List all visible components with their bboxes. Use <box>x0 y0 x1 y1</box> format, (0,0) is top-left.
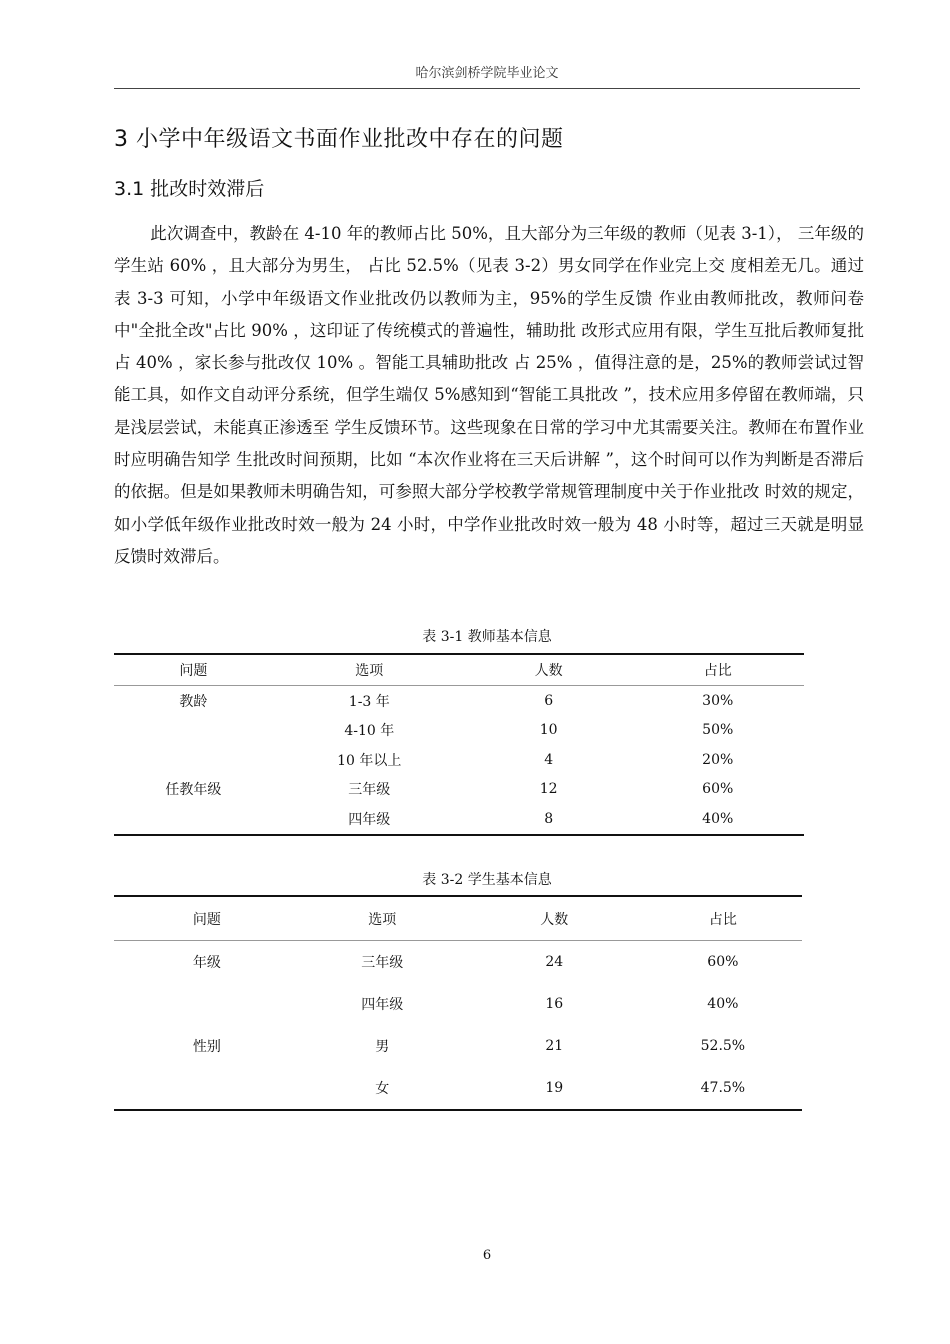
page-number: 6 <box>482 1248 492 1263</box>
table-row <box>114 775 804 805</box>
table-header-row <box>114 654 804 686</box>
table-cell: 60% <box>707 954 739 970</box>
section-title: 3.1 批改时效滞后 <box>114 178 265 200</box>
table-cell: 20% <box>702 751 734 768</box>
table-cell: 三年级 <box>348 782 391 799</box>
table-cell: 四年级 <box>348 811 391 828</box>
table-cell: 40% <box>707 996 739 1012</box>
table-cell: 男 <box>375 1039 390 1055</box>
table-cell: 三年级 <box>361 955 404 971</box>
col-header: 占比 <box>644 896 802 941</box>
table-cell: 年级 <box>192 955 221 971</box>
table-cell: 性别 <box>192 1039 221 1055</box>
table-cell <box>114 983 300 1025</box>
table-cell: 50% <box>702 722 734 739</box>
table-cell: 24 <box>545 954 564 970</box>
table1-caption: 表 3-1 教师基本信息 <box>422 629 552 645</box>
col-header: 人数 <box>466 654 632 686</box>
table-cell <box>114 745 273 775</box>
table2-caption: 表 3-2 学生基本信息 <box>422 872 552 888</box>
table-cell: 16 <box>545 996 564 1012</box>
table-cell: 47.5% <box>700 1080 746 1096</box>
student-info-table <box>114 895 802 1111</box>
table-cell: 52.5% <box>700 1038 746 1054</box>
table-cell: 四年级 <box>361 997 404 1013</box>
table-row <box>114 1067 802 1110</box>
table-cell: 40% <box>702 810 734 827</box>
table-cell: 任教年级 <box>165 782 222 799</box>
table-cell: 女 <box>375 1081 390 1097</box>
table-cell: 教龄 <box>179 693 208 710</box>
table-cell <box>114 1067 300 1110</box>
col-header: 问题 <box>114 896 300 941</box>
table-cell: 1-3 年 <box>348 693 390 710</box>
body-paragraph: 此次调查中，教龄在 4-10 年的教师占比 50%，且大部分为三年级的教师（见表 3-1）， 三年级的学生站 60% ，且大部分为男生， 占比 52.5%（见表 3-2）男女同学在作业完上交 度相差无几。通过表 3-3 可知，小学中年级语文作业批改仍以教师为主，95%的学生反馈 作业由教师批改，教师问卷中"全批全改"占比 90% ，这印证了传统模式的普遍性，辅助批 改形式应用有限，学生互批后教师复批占 40% ，家长参与批改仅 10% 。智能工具辅助批改 占 25% ，值得注意的是，25%的教师尝试过智能工具，如作文自动评分系统，但学生端仅 5%感知到“智能工具批改 ”，技术应用多停留在教师端，只是浅层尝试，未能真正渗透至 学生反馈环节。这些现象在日常的学习中尤其需要关注。教师在布置作业时应明确告知学 生批改时间预期，比如 “本次作业将在三天后讲解 ”，这个时间可以作为判断是否滞后 的依据。但是如果教师未明确告知，可参照大部分学校教学常规管理制度中关于作业批改 时效的规定，如小学低年级作业批改时效一般为 24 小时，中学作业批改时效一般为 48 小时等，超过三天就是明显反馈时效滞后。 <box>114 224 864 566</box>
table-cell <box>114 804 273 835</box>
col-header: 问题 <box>114 654 273 686</box>
table-cell: 12 <box>539 781 558 798</box>
table-cell: 4 <box>544 751 554 768</box>
col-header: 人数 <box>465 896 644 941</box>
teacher-info-table <box>114 653 804 836</box>
table-cell: 4-10 年 <box>344 723 395 740</box>
table-row <box>114 983 802 1025</box>
table-row <box>114 745 804 775</box>
table-cell: 10 年以上 <box>337 752 402 769</box>
header-rule <box>114 88 860 89</box>
table-row <box>114 716 804 746</box>
table-row <box>114 1025 802 1067</box>
table-header-row <box>114 896 802 941</box>
chapter-title: 3 小学中年级语文书面作业批改中存在的问题 <box>114 127 564 152</box>
col-header: 选项 <box>300 896 465 941</box>
table-cell: 10 <box>539 722 558 739</box>
running-header: 哈尔滨剑桥学院毕业论文 <box>415 66 559 81</box>
table-cell: 60% <box>702 781 734 798</box>
table-cell: 6 <box>544 692 554 709</box>
table-cell: 19 <box>545 1080 564 1096</box>
table-cell: 30% <box>702 692 734 709</box>
col-header: 选项 <box>273 654 466 686</box>
table-cell: 8 <box>544 810 554 827</box>
table-cell: 21 <box>545 1038 564 1054</box>
table-cell <box>114 716 273 746</box>
table-row <box>114 941 802 984</box>
col-header: 占比 <box>631 654 804 686</box>
table-row <box>114 686 804 716</box>
table-row <box>114 804 804 835</box>
